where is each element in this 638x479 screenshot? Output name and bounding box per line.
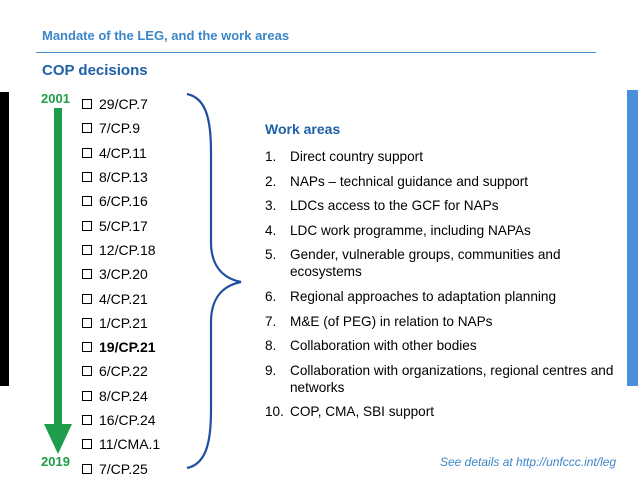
work-area-item bbox=[265, 313, 625, 330]
work-area-item bbox=[265, 403, 625, 420]
work-area-item bbox=[265, 197, 625, 214]
work-area-number: 9. bbox=[265, 362, 277, 378]
work-area-number: 6. bbox=[265, 288, 277, 304]
decision-item bbox=[82, 165, 160, 189]
work-area-item bbox=[265, 173, 625, 190]
work-area-number: 2. bbox=[265, 173, 277, 189]
decision-item bbox=[82, 92, 160, 116]
work-areas-list bbox=[265, 148, 625, 428]
checkbox-bullet-icon bbox=[82, 196, 92, 206]
checkbox-bullet-icon bbox=[82, 221, 92, 231]
checkbox-bullet-icon bbox=[82, 123, 92, 133]
work-area-number: 7. bbox=[265, 313, 277, 329]
checkbox-bullet-icon bbox=[82, 99, 92, 109]
decision-item bbox=[82, 408, 160, 432]
work-area-text: Regional approaches to adaptation planning bbox=[290, 288, 557, 304]
decision-item bbox=[82, 432, 160, 456]
decision-label: 6/CP.22 bbox=[99, 363, 148, 380]
checkbox-bullet-icon bbox=[82, 172, 92, 182]
decision-label: 29/CP.7 bbox=[99, 96, 148, 113]
decision-label: 12/CP.18 bbox=[99, 241, 156, 258]
checkbox-bullet-icon bbox=[82, 439, 92, 449]
checkbox-bullet-icon bbox=[82, 245, 92, 255]
timeline-down-arrow-icon bbox=[44, 108, 72, 454]
slide-title: Mandate of the LEG, and the work areas bbox=[42, 28, 290, 43]
work-area-text: NAPs – technical guidance and support bbox=[290, 173, 529, 189]
work-area-number: 10. bbox=[265, 404, 284, 420]
checkbox-bullet-icon bbox=[82, 415, 92, 425]
work-area-number: 1. bbox=[265, 149, 277, 164]
timeline-end-year: 2019 bbox=[41, 454, 70, 469]
decision-label: 7/CP.25 bbox=[99, 460, 148, 477]
work-area-number: 3. bbox=[265, 198, 277, 214]
decision-label: 4/CP.11 bbox=[99, 144, 147, 161]
work-area-number: 8. bbox=[265, 338, 277, 354]
decision-label: 4/CP.21 bbox=[99, 290, 148, 307]
title-divider bbox=[36, 52, 596, 53]
decision-label: 3/CP.20 bbox=[99, 266, 148, 283]
decision-label: 8/CP.24 bbox=[99, 387, 148, 404]
work-areas-heading: Work areas bbox=[265, 121, 341, 137]
left-edge-bar bbox=[0, 92, 9, 386]
decision-label: 5/CP.17 bbox=[99, 217, 148, 234]
checkbox-bullet-icon bbox=[82, 318, 92, 328]
work-area-text: Collaboration with other bodies bbox=[290, 338, 477, 354]
timeline-start-year: 2001 bbox=[41, 91, 70, 106]
details-link-note: See details at http://unfccc.int/leg bbox=[440, 455, 617, 469]
work-area-text: COP, CMA, SBI support bbox=[290, 404, 435, 420]
work-area-text: LDC work programme, including NAPAs bbox=[290, 222, 531, 238]
work-area-item bbox=[265, 337, 625, 354]
work-area-item bbox=[265, 246, 625, 280]
checkbox-bullet-icon bbox=[82, 148, 92, 158]
work-area-item bbox=[265, 222, 625, 239]
decision-item bbox=[82, 335, 160, 359]
work-area-text: Gender, vulnerable groups, communities and ecosystems bbox=[290, 247, 561, 280]
cop-decision-list bbox=[82, 92, 160, 479]
checkbox-bullet-icon bbox=[82, 342, 92, 352]
decision-item bbox=[82, 141, 160, 165]
decision-label: 8/CP.13 bbox=[99, 169, 148, 186]
work-area-text: Direct country support bbox=[290, 149, 423, 164]
checkbox-bullet-icon bbox=[82, 464, 92, 474]
right-edge-bar bbox=[627, 90, 638, 386]
work-area-number: 4. bbox=[265, 222, 277, 238]
work-area-item bbox=[265, 148, 625, 165]
decision-label: 1/CP.21 bbox=[99, 314, 148, 331]
work-area-text: LDCs access to the GCF for NAPs bbox=[290, 198, 499, 214]
cop-decisions-heading: COP decisions bbox=[42, 62, 148, 79]
decision-item bbox=[82, 116, 160, 140]
curly-brace-icon bbox=[185, 92, 245, 470]
decision-item bbox=[82, 189, 160, 213]
work-area-item bbox=[265, 288, 625, 305]
checkbox-bullet-icon bbox=[82, 366, 92, 376]
decision-label: 6/CP.16 bbox=[99, 193, 148, 210]
decision-item bbox=[82, 238, 160, 262]
decision-item bbox=[82, 456, 160, 479]
decision-label: 16/CP.24 bbox=[99, 412, 156, 428]
work-area-text: Collaboration with organizations, regional centres and networks bbox=[290, 362, 614, 395]
decision-item bbox=[82, 359, 160, 383]
checkbox-bullet-icon bbox=[82, 269, 92, 279]
decision-item bbox=[82, 213, 160, 237]
checkbox-bullet-icon bbox=[82, 294, 92, 304]
decision-item bbox=[82, 384, 160, 408]
decision-label: 11/CMA.1 bbox=[99, 436, 161, 453]
decision-item bbox=[82, 311, 160, 335]
work-area-number: 5. bbox=[265, 247, 277, 263]
decision-item bbox=[82, 286, 160, 310]
work-area-text: M&E (of PEG) in relation to NAPs bbox=[290, 313, 493, 329]
decision-item bbox=[82, 262, 160, 286]
work-area-item bbox=[265, 362, 625, 396]
checkbox-bullet-icon bbox=[82, 391, 92, 401]
decision-label: 19/CP.21 bbox=[99, 339, 156, 356]
decision-label: 7/CP.9 bbox=[99, 120, 140, 137]
